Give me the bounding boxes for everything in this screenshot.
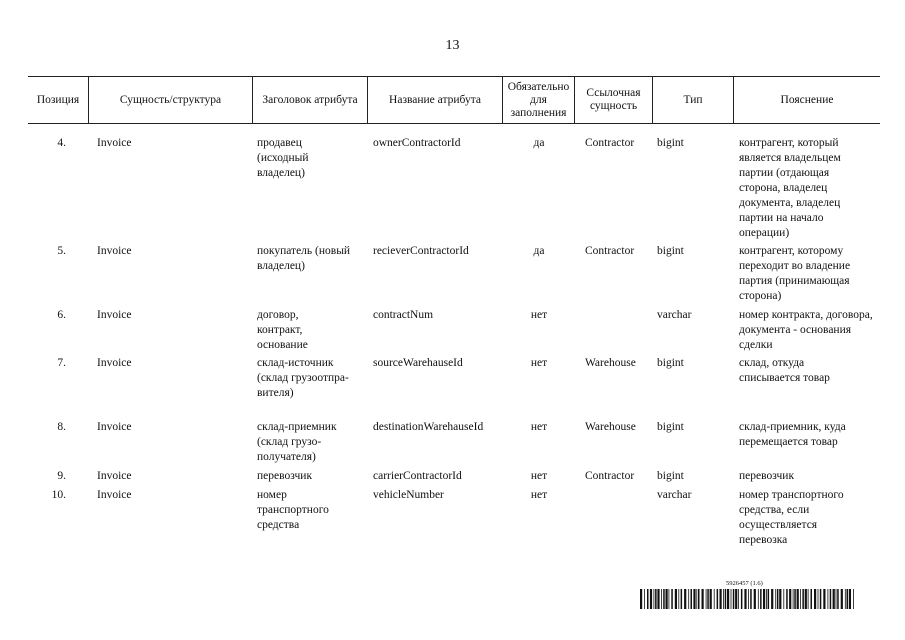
- cell-position: 5.: [57, 245, 66, 257]
- cell-attribute-title: склад-приемник (склад грузо-получателя): [257, 421, 337, 463]
- cell-required: нет: [530, 489, 548, 501]
- header-type: Тип: [653, 77, 734, 123]
- cell-reference: Contractor: [585, 470, 635, 482]
- barcode-bar: [771, 589, 773, 609]
- barcode-bar: [714, 589, 715, 609]
- cell-attribute-name: contractNum: [373, 309, 434, 321]
- cell-entity: Invoice: [97, 137, 132, 149]
- barcode-bar: [847, 589, 849, 609]
- cell-entity: Invoice: [97, 309, 132, 321]
- barcode-bar: [744, 589, 746, 609]
- cell-required: нет: [530, 470, 548, 482]
- barcode-image: [640, 589, 855, 609]
- barcode-bar: [741, 589, 743, 609]
- barcode-bar: [655, 589, 657, 609]
- barcode-bar: [820, 589, 822, 609]
- barcode-bar: [661, 589, 662, 609]
- barcode-bar: [763, 589, 765, 609]
- cell-reference: Contractor: [585, 137, 635, 149]
- barcode-bar: [706, 589, 707, 609]
- cell-attribute-name: sourceWarehauseId: [373, 357, 463, 369]
- barcode-bar: [723, 589, 724, 609]
- barcode-bar: [779, 589, 781, 609]
- table-header: [28, 76, 880, 124]
- barcode-bar: [849, 589, 851, 609]
- barcode-bar: [707, 589, 709, 609]
- cell-entity: Invoice: [97, 421, 132, 433]
- barcode-bar: [841, 589, 843, 609]
- barcode-bar: [731, 589, 732, 609]
- barcode-bar: [654, 589, 655, 609]
- barcode-bar: [702, 589, 704, 609]
- cell-attribute-title: покупатель (новый владелец): [257, 245, 351, 272]
- cell-type: bigint: [657, 245, 684, 257]
- page-number: 13: [445, 38, 460, 53]
- header-attribute-name: Название атрибута: [368, 77, 503, 123]
- barcode-bar: [725, 589, 727, 609]
- barcode-bar: [754, 589, 756, 609]
- barcode-bar: [748, 589, 749, 609]
- barcode-bar: [837, 589, 839, 609]
- cell-position: 7.: [57, 357, 66, 369]
- cell-required: да: [533, 137, 545, 149]
- header-note: Пояснение: [780, 93, 834, 106]
- cell-note: склад-приемник, куда перемещается товар: [739, 421, 846, 448]
- cell-position: 8.: [57, 421, 66, 433]
- cell-note: склад, откуда списывается товар: [739, 357, 830, 384]
- barcode-bar: [802, 589, 804, 609]
- barcode-bar: [735, 589, 737, 609]
- header-required: Обязательно для заполнения: [503, 77, 575, 123]
- cell-note: номер транспортного средства, если осуществляется перевозка: [739, 489, 844, 546]
- cell-type: bigint: [657, 470, 684, 482]
- barcode-bar: [758, 589, 759, 609]
- barcode-bar: [760, 589, 762, 609]
- barcode-bar: [727, 589, 729, 609]
- barcode-bar: [693, 589, 695, 609]
- cell-attribute-title: склад-источник (склад грузоотпра-вителя): [257, 357, 349, 399]
- cell-attribute-title: договор, контракт, основание: [257, 309, 308, 351]
- barcode-bar: [684, 589, 686, 609]
- cell-type: varchar: [657, 309, 692, 321]
- barcode-bar: [696, 589, 697, 609]
- barcode-bar: [733, 589, 735, 609]
- cell-reference: Contractor: [585, 245, 635, 257]
- cell-note: контрагент, которому переходит во владение партия (принимающая сторона): [739, 245, 851, 302]
- barcode-bar: [775, 589, 776, 609]
- barcode-bar: [789, 589, 791, 609]
- cell-reference: Warehouse: [585, 357, 636, 369]
- barcode-bar: [833, 589, 835, 609]
- barcode-bar: [768, 589, 770, 609]
- cell-position: 4.: [57, 137, 66, 149]
- cell-note: номер контракта, договора, документа - основания сделки: [739, 309, 873, 351]
- barcode-bar: [830, 589, 832, 609]
- cell-note: перевозчик: [739, 470, 795, 482]
- barcode-bar: [663, 589, 665, 609]
- cell-reference: Warehouse: [585, 421, 636, 433]
- barcode-bar: [793, 589, 794, 609]
- barcode-bar: [657, 589, 659, 609]
- cell-type: bigint: [657, 357, 684, 369]
- barcode-bar: [808, 589, 809, 609]
- cell-attribute-name: ownerContractorId: [373, 137, 461, 149]
- cell-required: нет: [530, 309, 548, 321]
- cell-attribute-name: carrierContractorId: [373, 470, 462, 482]
- header-reference-entity: Ссылочная сущность: [575, 77, 653, 123]
- barcode-bar: [794, 589, 796, 609]
- barcode-bar: [678, 589, 679, 609]
- header-entity: Сущность/структура: [89, 77, 253, 123]
- barcode-bar: [669, 589, 670, 609]
- cell-type: bigint: [657, 421, 684, 433]
- barcode-bar: [647, 589, 649, 609]
- barcode-bar: [750, 589, 752, 609]
- cell-entity: Invoice: [97, 245, 132, 257]
- cell-attribute-name: destinationWarehauseId: [373, 421, 484, 433]
- cell-position: 6.: [57, 309, 66, 321]
- cell-position: 10.: [51, 489, 66, 501]
- barcode-bar: [666, 589, 668, 609]
- cell-attribute-title: продавец (исходный владелец): [257, 137, 309, 179]
- barcode-bar: [814, 589, 816, 609]
- barcode-bar: [738, 589, 739, 609]
- cell-position: 9.: [57, 470, 66, 482]
- cell-entity: Invoice: [97, 357, 132, 369]
- barcode-bar: [675, 589, 677, 609]
- barcode-bar: [698, 589, 700, 609]
- barcode-label: 5926457 (1.6): [726, 580, 763, 587]
- header-position: Позиция: [28, 77, 89, 123]
- cell-attribute-name: recieverContractorId: [373, 245, 469, 257]
- barcode-bar: [783, 589, 784, 609]
- barcode-bar: [797, 589, 799, 609]
- barcode-bar: [823, 589, 825, 609]
- barcode-bar: [786, 589, 788, 609]
- cell-attribute-title: перевозчик: [257, 470, 313, 482]
- barcode-bar: [710, 589, 712, 609]
- cell-attribute-name: vehicleNumber: [373, 489, 444, 501]
- barcode-bar: [818, 589, 819, 609]
- cell-required: нет: [530, 421, 548, 433]
- barcode-bar: [644, 589, 645, 609]
- cell-type: bigint: [657, 137, 684, 149]
- barcode-bar: [845, 589, 846, 609]
- cell-required: да: [533, 245, 545, 257]
- cell-required: нет: [530, 357, 548, 369]
- barcode-bar: [671, 589, 673, 609]
- header-attribute-title: Заголовок атрибута: [253, 77, 368, 123]
- barcode-bar: [688, 589, 689, 609]
- barcode-bar: [691, 589, 693, 609]
- barcode-bar: [681, 589, 683, 609]
- cell-entity: Invoice: [97, 470, 132, 482]
- barcode-bar: [805, 589, 807, 609]
- barcode-bar: [828, 589, 829, 609]
- barcode-bar: [640, 589, 642, 609]
- barcode-bar: [853, 589, 854, 609]
- barcode-bar: [650, 589, 652, 609]
- barcode-bar: [777, 589, 779, 609]
- barcode-bar: [720, 589, 722, 609]
- cell-note: контрагент, который является владельцем партии (отдающая сторона, владелец документа, владелец партии на начало операции): [739, 137, 841, 239]
- cell-entity: Invoice: [97, 489, 132, 501]
- barcode-bar: [811, 589, 813, 609]
- barcode-bar: [766, 589, 767, 609]
- barcode-bar: [800, 589, 801, 609]
- cell-type: varchar: [657, 489, 692, 501]
- barcode-bar: [717, 589, 719, 609]
- cell-attribute-title: номер транспортного средства: [257, 489, 329, 531]
- barcode-bar: [836, 589, 837, 609]
